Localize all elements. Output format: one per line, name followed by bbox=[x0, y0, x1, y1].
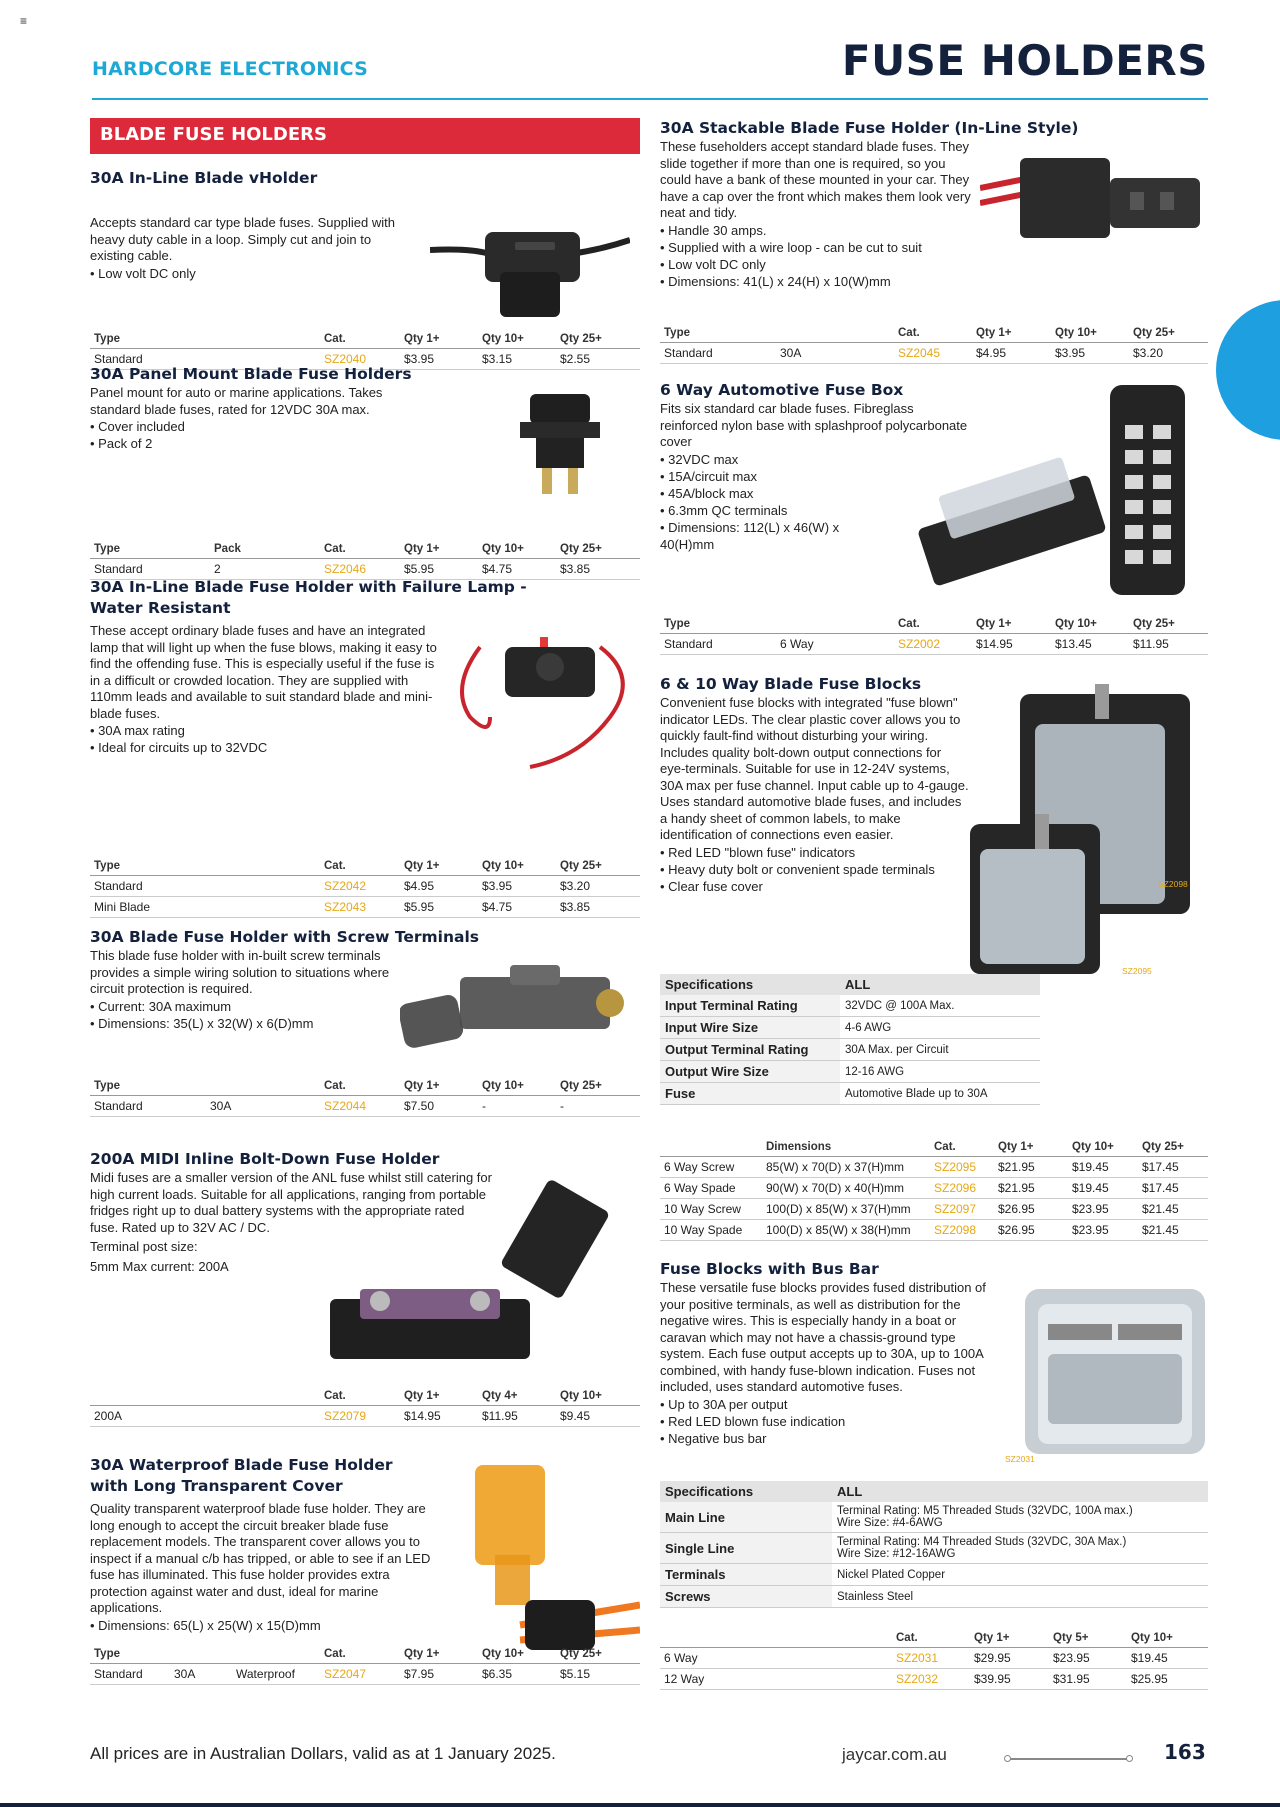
cell: Standard bbox=[90, 1096, 206, 1117]
product-title: 6 Way Automotive Fuse Box bbox=[660, 381, 904, 399]
waterproof-holder-image bbox=[450, 1455, 640, 1655]
cat-link[interactable]: SZ2095 bbox=[930, 1157, 994, 1178]
col-header: Qty 25+ bbox=[556, 1077, 640, 1096]
table-row bbox=[90, 1096, 640, 1117]
product-bullet: • Dimensions: 35(L) x 32(W) x 6(D)mm bbox=[90, 1015, 640, 1032]
cell: $5.95 bbox=[400, 559, 478, 580]
table-row bbox=[660, 1178, 1208, 1199]
col-header: Qty 25+ bbox=[1138, 1138, 1208, 1157]
product-bullet: • Current: 30A maximum bbox=[90, 998, 640, 1015]
bus-bar-block-image bbox=[1020, 1279, 1210, 1459]
product-bullet: • Red LED "blown fuse" indicators bbox=[660, 844, 1208, 861]
spec-key: Input Wire Size bbox=[660, 1017, 840, 1039]
spec-key: Terminals bbox=[660, 1564, 832, 1586]
product-description: This blade fuse holder with in-built screw terminals provides a simple wiring solution to situations where circuit protection is required. bbox=[90, 948, 390, 996]
spec-row bbox=[660, 1533, 1208, 1564]
product-description: Panel mount for auto or marine applications. Takes standard blade fuses, rated for 12VDC 30A max. bbox=[90, 385, 383, 417]
spec-row bbox=[660, 1502, 1208, 1533]
fuse-box-image bbox=[915, 380, 1205, 610]
fuse-blocks-image bbox=[940, 684, 1210, 984]
image-label: SZ2031 bbox=[1005, 1454, 1035, 1464]
product-bullet: • Dimensions: 65(L) x 25(W) x 15(D)mm bbox=[90, 1617, 640, 1634]
product-title: 30A Waterproof Blade Fuse Holder with Long Transparent Cover bbox=[90, 1456, 393, 1495]
cat-link[interactable]: SZ2045 bbox=[894, 343, 972, 364]
col-header: Qty 10+ bbox=[1051, 615, 1129, 634]
section-banner: BLADE FUSE HOLDERS bbox=[90, 118, 640, 154]
col-header: Type bbox=[90, 857, 320, 876]
cell: $3.95 bbox=[400, 349, 478, 370]
cell: 200A bbox=[90, 1406, 320, 1427]
cell: $17.45 bbox=[1138, 1178, 1208, 1199]
cell: Standard bbox=[90, 559, 210, 580]
product-title: 30A Stackable Blade Fuse Holder (In-Line Style) bbox=[660, 119, 1079, 137]
cell: 90(W) x 70(D) x 40(H)mm bbox=[762, 1178, 930, 1199]
brand-label: HARDCORE ELECTRONICS bbox=[92, 58, 369, 80]
col-header: Qty 25+ bbox=[1129, 324, 1208, 343]
col-header: Qty 25+ bbox=[556, 540, 640, 559]
image-label: SZ2095 bbox=[1122, 966, 1152, 976]
spec-value: 12-16 AWG bbox=[840, 1061, 1040, 1083]
cell: $25.95 bbox=[1127, 1669, 1208, 1690]
product-description: Convenient fuse blocks with integrated "fuse blown" indicator LEDs. The clear plastic cover allows you to quickly fault-find without disturbing your wiring. Includes quality bolt-down output connections for eye-terminals. Suitable for use in 12-24V systems, 30A max per fuse channel. Input cable up to 4-gauge. Uses standard automotive blade fuses, and includes a handy sheet of common labels, to make identification of connections even easier. bbox=[660, 695, 969, 842]
cell: Standard bbox=[90, 1664, 170, 1685]
midi-holder-image bbox=[320, 1179, 610, 1379]
spec-value-line: Terminal Rating: M4 Threaded Studs (32VDC, 30A Max.) bbox=[837, 1536, 1127, 1548]
col-header: Qty 25+ bbox=[556, 330, 640, 349]
spec-key: Main Line bbox=[660, 1502, 832, 1533]
footer-dot bbox=[1126, 1755, 1133, 1762]
product-spec-line: Terminal post size: bbox=[90, 1239, 198, 1254]
price-table bbox=[90, 540, 640, 580]
product-title: 6 & 10 Way Blade Fuse Blocks bbox=[660, 675, 922, 693]
spec-table bbox=[660, 1481, 1208, 1608]
col-header: Type bbox=[90, 540, 210, 559]
cell: $3.95 bbox=[1051, 343, 1129, 364]
cell: $11.95 bbox=[1129, 634, 1208, 655]
cell: $21.95 bbox=[994, 1178, 1068, 1199]
product-bullet: • Handle 30 amps. bbox=[660, 222, 1208, 239]
cell: Mini Blade bbox=[90, 897, 320, 918]
product-screw-terminals bbox=[90, 927, 640, 1149]
header-divider bbox=[92, 98, 1208, 100]
table-row bbox=[90, 1664, 640, 1685]
panel-mount-holder-image bbox=[500, 384, 620, 504]
col-header: Cat. bbox=[930, 1138, 994, 1157]
price-table bbox=[660, 1138, 1208, 1241]
col-header: Qty 10+ bbox=[478, 540, 556, 559]
stackable-holder-image bbox=[980, 148, 1205, 248]
cell: 6 Way bbox=[660, 1648, 892, 1669]
col-header: Type bbox=[660, 324, 776, 343]
cell: 10 Way Spade bbox=[660, 1220, 762, 1241]
spec-key: Single Line bbox=[660, 1533, 832, 1564]
col-header bbox=[206, 1077, 320, 1096]
col-header: Qty 1+ bbox=[400, 1387, 478, 1406]
cell: Standard bbox=[660, 634, 776, 655]
cell: $21.95 bbox=[994, 1157, 1068, 1178]
cell: - bbox=[478, 1096, 556, 1117]
spec-value bbox=[832, 1502, 1208, 1533]
product-bullet: • 30A max rating bbox=[90, 722, 640, 739]
col-header: Cat. bbox=[320, 1077, 400, 1096]
product-spec-line: 5mm Max current: 200A bbox=[90, 1258, 229, 1274]
screw-terminal-holder-image bbox=[400, 957, 630, 1057]
cell: $2.55 bbox=[556, 349, 640, 370]
cat-link[interactable]: SZ2042 bbox=[320, 876, 400, 897]
cell: $23.95 bbox=[1049, 1648, 1127, 1669]
cell: $6.35 bbox=[478, 1664, 556, 1685]
left-column bbox=[90, 118, 640, 1715]
price-table bbox=[660, 324, 1208, 364]
cell: $4.95 bbox=[400, 876, 478, 897]
col-header: Qty 1+ bbox=[972, 615, 1051, 634]
col-header: Qty 1+ bbox=[400, 1077, 478, 1096]
product-description: Fits six standard car blade fuses. Fibreglass reinforced nylon base with splashproof polycarbonate cover bbox=[660, 401, 968, 449]
page-number: 163 bbox=[1164, 1740, 1206, 1764]
col-header: Qty 1+ bbox=[994, 1138, 1068, 1157]
price-disclaimer: All prices are in Australian Dollars, valid as at 1 January 2025. bbox=[90, 1744, 556, 1763]
cell: $4.75 bbox=[478, 897, 556, 918]
spec-table bbox=[660, 974, 1040, 1105]
col-header: Cat. bbox=[892, 1629, 970, 1648]
page-title: FUSE HOLDERS bbox=[841, 36, 1208, 85]
table-row bbox=[660, 1220, 1208, 1241]
col-header: Qty 1+ bbox=[400, 330, 478, 349]
spec-value: 32VDC @ 100A Max. bbox=[840, 995, 1040, 1017]
cell: $23.95 bbox=[1068, 1199, 1138, 1220]
table-row bbox=[660, 343, 1208, 364]
product-bullet: • Dimensions: 112(L) x 46(W) x 40(H)mm bbox=[660, 519, 860, 553]
cell: Standard bbox=[90, 876, 320, 897]
spec-value bbox=[832, 1533, 1208, 1564]
cell: 2 bbox=[210, 559, 320, 580]
table-row bbox=[660, 1669, 1208, 1690]
col-header: Qty 1+ bbox=[970, 1629, 1049, 1648]
col-header: Qty 25+ bbox=[556, 1645, 640, 1664]
spec-value-line: Terminal Rating: M5 Threaded Studs (32VDC, 100A max.) bbox=[837, 1505, 1133, 1517]
spec-key: Input Terminal Rating bbox=[660, 995, 840, 1017]
cell: 100(D) x 85(W) x 37(H)mm bbox=[762, 1199, 930, 1220]
cell: 6 Way Screw bbox=[660, 1157, 762, 1178]
cat-link[interactable]: SZ2031 bbox=[892, 1648, 970, 1669]
product-failure-lamp bbox=[90, 577, 640, 927]
product-inline-holder bbox=[90, 168, 640, 364]
cell: 10 Way Screw bbox=[660, 1199, 762, 1220]
cell: $13.45 bbox=[1051, 634, 1129, 655]
product-bullet: • Supplied with a wire loop - can be cut to suit bbox=[660, 239, 1208, 256]
col-header: Qty 25+ bbox=[556, 857, 640, 876]
table-row bbox=[90, 897, 640, 918]
col-header: Qty 1+ bbox=[972, 324, 1051, 343]
product-bullet: • Low volt DC only bbox=[90, 265, 640, 282]
product-waterproof-holder bbox=[90, 1455, 640, 1715]
product-title: 200A MIDI Inline Bolt-Down Fuse Holder bbox=[90, 1150, 440, 1168]
price-table bbox=[660, 1629, 1208, 1690]
col-header: Type bbox=[90, 330, 320, 349]
cell: $9.45 bbox=[556, 1406, 640, 1427]
cell: $29.95 bbox=[970, 1648, 1049, 1669]
cell: $17.45 bbox=[1138, 1157, 1208, 1178]
spec-key: Output Wire Size bbox=[660, 1061, 840, 1083]
price-table bbox=[90, 857, 640, 918]
product-bullet: • 32VDC max bbox=[660, 451, 1208, 468]
col-header bbox=[170, 1645, 232, 1664]
product-bullet: • Clear fuse cover bbox=[660, 878, 1208, 895]
cell: $7.95 bbox=[400, 1664, 478, 1685]
product-description: These versatile fuse blocks provides fused distribution of your positive terminals, as well as distribution for the negative wires. This is especially handy in a boat or caravan which may not have a chassis-ground type system. Each fuse output accepts up to 30A, up to 100A combined, with handy fuse-blown indication. Fuses not included, uses standard automotive fuses. bbox=[660, 1280, 986, 1394]
product-bullet: • 45A/block max bbox=[660, 485, 1208, 502]
table-row bbox=[90, 1406, 640, 1427]
col-header: Cat. bbox=[320, 330, 400, 349]
col-header: Cat. bbox=[320, 1387, 400, 1406]
cell: Waterproof bbox=[232, 1664, 320, 1685]
right-column bbox=[660, 118, 1208, 1729]
site-link[interactable]: jaycar.com.au bbox=[842, 1745, 947, 1764]
col-header bbox=[90, 1387, 320, 1406]
cell: 30A bbox=[206, 1096, 320, 1117]
col-header: Type bbox=[660, 615, 776, 634]
product-bullet: • Cover included bbox=[90, 418, 640, 435]
col-header: Pack bbox=[210, 540, 320, 559]
product-bullet: • Low volt DC only bbox=[660, 256, 1208, 273]
cell: 6 Way bbox=[776, 634, 894, 655]
cell: $26.95 bbox=[994, 1199, 1068, 1220]
image-label: SZ2098 bbox=[1158, 879, 1188, 889]
cell: $5.15 bbox=[556, 1664, 640, 1685]
cat-link[interactable]: SZ2040 bbox=[320, 349, 400, 370]
product-bullet: • Up to 30A per output bbox=[660, 1396, 1208, 1413]
cell: $4.95 bbox=[972, 343, 1051, 364]
inline-fuse-holder-image bbox=[430, 210, 630, 320]
cell: $14.95 bbox=[972, 634, 1051, 655]
cell: $4.75 bbox=[478, 559, 556, 580]
spec-row bbox=[660, 995, 1040, 1017]
product-title: 30A In-Line Blade vHolder bbox=[90, 169, 318, 187]
cell: $3.85 bbox=[556, 897, 640, 918]
cell: 6 Way Spade bbox=[660, 1178, 762, 1199]
col-header: Dimensions bbox=[762, 1138, 930, 1157]
cell: $5.95 bbox=[400, 897, 478, 918]
cell: $23.95 bbox=[1068, 1220, 1138, 1241]
col-header: Type bbox=[90, 1077, 206, 1096]
menu-icon[interactable]: ≡ bbox=[20, 14, 28, 28]
col-header bbox=[232, 1645, 320, 1664]
footer-decoration bbox=[1006, 1758, 1130, 1760]
spec-value: 30A Max. per Circuit bbox=[840, 1039, 1040, 1061]
col-header: Qty 10+ bbox=[1127, 1629, 1208, 1648]
cell: $3.85 bbox=[556, 559, 640, 580]
cell: $39.95 bbox=[970, 1669, 1049, 1690]
product-fuse-blocks bbox=[660, 674, 1208, 1259]
col-header: Qty 10+ bbox=[478, 330, 556, 349]
product-description: Quality transparent waterproof blade fuse holder. They are long enough to accept the circuit breaker blade fuse replacement models. The transparent cover allows you to inspect if a manual c/b has tripped, or able to see if an LED fuse has illuminated. This fuse holder provides extra protection against water and dust, ideal for marine applications. bbox=[90, 1501, 431, 1615]
spec-header: Specifications bbox=[660, 974, 840, 995]
cat-link[interactable]: SZ2079 bbox=[320, 1406, 400, 1427]
product-description: Midi fuses are a smaller version of the ANL fuse whilst still catering for high current loads. Suitable for all applications, ranging from portable fridges right up to dual battery systems with the appropriate rated fuse. Rated up to 32V AC / DC. bbox=[90, 1170, 492, 1235]
table-row bbox=[660, 1199, 1208, 1220]
col-header: Qty 10+ bbox=[1051, 324, 1129, 343]
cell: $3.20 bbox=[1129, 343, 1208, 364]
footer-dot bbox=[1004, 1755, 1011, 1762]
cell: 30A bbox=[776, 343, 894, 364]
product-6way-fuse-box bbox=[660, 380, 1208, 674]
col-header: Qty 10+ bbox=[556, 1387, 640, 1406]
spec-row bbox=[660, 1017, 1040, 1039]
col-header: Cat. bbox=[894, 615, 972, 634]
col-header: Qty 10+ bbox=[478, 857, 556, 876]
cell: $3.15 bbox=[478, 349, 556, 370]
product-description: These fuseholders accept standard blade fuses. They slide together if more than one is required, so you could have a bank of these mounted in your car. They have a cap over the front which makes them look very neat and tidy. bbox=[660, 139, 971, 220]
cat-link[interactable]: SZ2047 bbox=[320, 1664, 400, 1685]
spec-value: Stainless Steel bbox=[832, 1586, 1208, 1608]
col-header: Cat. bbox=[320, 857, 400, 876]
cat-link[interactable]: SZ2002 bbox=[894, 634, 972, 655]
product-bullet: • Negative bus bar bbox=[660, 1430, 1208, 1447]
product-title: 30A Panel Mount Blade Fuse Holders bbox=[90, 365, 412, 383]
product-bullet: • Pack of 2 bbox=[90, 435, 640, 452]
col-header: Cat. bbox=[320, 1645, 400, 1664]
bottom-border bbox=[0, 1803, 1280, 1807]
cat-link[interactable]: SZ2096 bbox=[930, 1178, 994, 1199]
cell: 85(W) x 70(D) x 37(H)mm bbox=[762, 1157, 930, 1178]
product-bullet: • 15A/circuit max bbox=[660, 468, 1208, 485]
col-header: Qty 10+ bbox=[478, 1077, 556, 1096]
cat-link[interactable]: SZ2032 bbox=[892, 1669, 970, 1690]
spec-value: Automotive Blade up to 30A bbox=[840, 1083, 1040, 1105]
spec-header: ALL bbox=[832, 1481, 1208, 1502]
cell: $19.45 bbox=[1068, 1157, 1138, 1178]
col-header: Qty 5+ bbox=[1049, 1629, 1127, 1648]
spec-value-line: Wire Size: #12-16AWG bbox=[837, 1548, 956, 1560]
price-table bbox=[90, 1387, 640, 1427]
product-bullet: • Ideal for circuits up to 32VDC bbox=[90, 739, 640, 756]
spec-header: Specifications bbox=[660, 1481, 832, 1502]
col-header: Type bbox=[90, 1645, 170, 1664]
cell: $19.45 bbox=[1068, 1178, 1138, 1199]
spec-row bbox=[660, 1586, 1208, 1608]
product-bullet: • Dimensions: 41(L) x 24(H) x 10(W)mm bbox=[660, 273, 1208, 290]
cell: 12 Way bbox=[660, 1669, 892, 1690]
col-header: Qty 25+ bbox=[1129, 615, 1208, 634]
spec-row bbox=[660, 1083, 1040, 1105]
cell: $3.20 bbox=[556, 876, 640, 897]
cell: $21.45 bbox=[1138, 1220, 1208, 1241]
cell: $21.45 bbox=[1138, 1199, 1208, 1220]
spec-value: Nickel Plated Copper bbox=[832, 1564, 1208, 1586]
cell: $3.95 bbox=[478, 876, 556, 897]
price-table bbox=[660, 615, 1208, 655]
col-header bbox=[660, 1629, 892, 1648]
cell: Standard bbox=[660, 343, 776, 364]
spec-row bbox=[660, 1564, 1208, 1586]
product-bus-bar-blocks bbox=[660, 1259, 1208, 1729]
spec-value: 4-6 AWG bbox=[840, 1017, 1040, 1039]
price-table bbox=[90, 1645, 640, 1685]
product-bullet: • Heavy duty bolt or convenient spade terminals bbox=[660, 861, 940, 878]
cell: $14.95 bbox=[400, 1406, 478, 1427]
col-header: Qty 1+ bbox=[400, 540, 478, 559]
cell: $19.45 bbox=[1127, 1648, 1208, 1669]
spec-key: Fuse bbox=[660, 1083, 840, 1105]
price-table bbox=[90, 1077, 640, 1117]
product-bullet: • 6.3mm QC terminals bbox=[660, 502, 1208, 519]
product-midi-holder bbox=[90, 1149, 640, 1455]
cat-link[interactable]: SZ2043 bbox=[320, 897, 400, 918]
spec-header: ALL bbox=[840, 974, 1040, 995]
col-header bbox=[776, 324, 894, 343]
spec-row bbox=[660, 1061, 1040, 1083]
col-header: Cat. bbox=[894, 324, 972, 343]
product-title: 30A In-Line Blade Fuse Holder with Failure Lamp - Water Resistant bbox=[90, 578, 527, 617]
spec-key: Screws bbox=[660, 1586, 832, 1608]
col-header bbox=[660, 1138, 762, 1157]
cat-link[interactable]: SZ2044 bbox=[320, 1096, 400, 1117]
failure-lamp-holder-image bbox=[450, 627, 640, 777]
cell: Standard bbox=[90, 349, 320, 370]
col-header: Qty 10+ bbox=[478, 1645, 556, 1664]
spec-row bbox=[660, 1039, 1040, 1061]
product-panel-mount bbox=[90, 364, 640, 577]
product-title: Fuse Blocks with Bus Bar bbox=[660, 1260, 879, 1278]
col-header: Qty 1+ bbox=[400, 857, 478, 876]
product-bullet: • Red LED blown fuse indication bbox=[660, 1413, 1208, 1430]
table-row bbox=[660, 1648, 1208, 1669]
cell: 30A bbox=[170, 1664, 232, 1685]
col-header: Qty 1+ bbox=[400, 1645, 478, 1664]
product-stackable-holder bbox=[660, 118, 1208, 380]
cell: $31.95 bbox=[1049, 1669, 1127, 1690]
col-header: Cat. bbox=[320, 540, 400, 559]
table-row bbox=[660, 1157, 1208, 1178]
cell: - bbox=[556, 1096, 640, 1117]
cell: $26.95 bbox=[994, 1220, 1068, 1241]
cat-link[interactable]: SZ2097 bbox=[930, 1199, 994, 1220]
cat-link[interactable]: SZ2098 bbox=[930, 1220, 994, 1241]
col-header bbox=[776, 615, 894, 634]
cell: $7.50 bbox=[400, 1096, 478, 1117]
col-header: Qty 10+ bbox=[1068, 1138, 1138, 1157]
spec-value-line: Wire Size: #4-6AWG bbox=[837, 1517, 943, 1529]
cat-link[interactable]: SZ2046 bbox=[320, 559, 400, 580]
col-header: Qty 4+ bbox=[478, 1387, 556, 1406]
table-row bbox=[90, 876, 640, 897]
product-description: These accept ordinary blade fuses and have an integrated lamp that will light up when the fuse blows, making it easy to find the offending fuse. This is especially useful if the fuse is in a difficult or crowded location. They are supplied with 110mm leads and available to suit standard blade and mini-blade fuses. bbox=[90, 623, 437, 721]
cell: $11.95 bbox=[478, 1406, 556, 1427]
product-description: Accepts standard car type blade fuses. Supplied with heavy duty cable in a loop. Simply cut and join to existing cable. bbox=[90, 215, 395, 263]
product-title: 30A Blade Fuse Holder with Screw Terminals bbox=[90, 928, 479, 946]
cell: 100(D) x 85(W) x 38(H)mm bbox=[762, 1220, 930, 1241]
table-row bbox=[660, 634, 1208, 655]
page-tab-marker bbox=[1216, 300, 1280, 440]
spec-key: Output Terminal Rating bbox=[660, 1039, 840, 1061]
